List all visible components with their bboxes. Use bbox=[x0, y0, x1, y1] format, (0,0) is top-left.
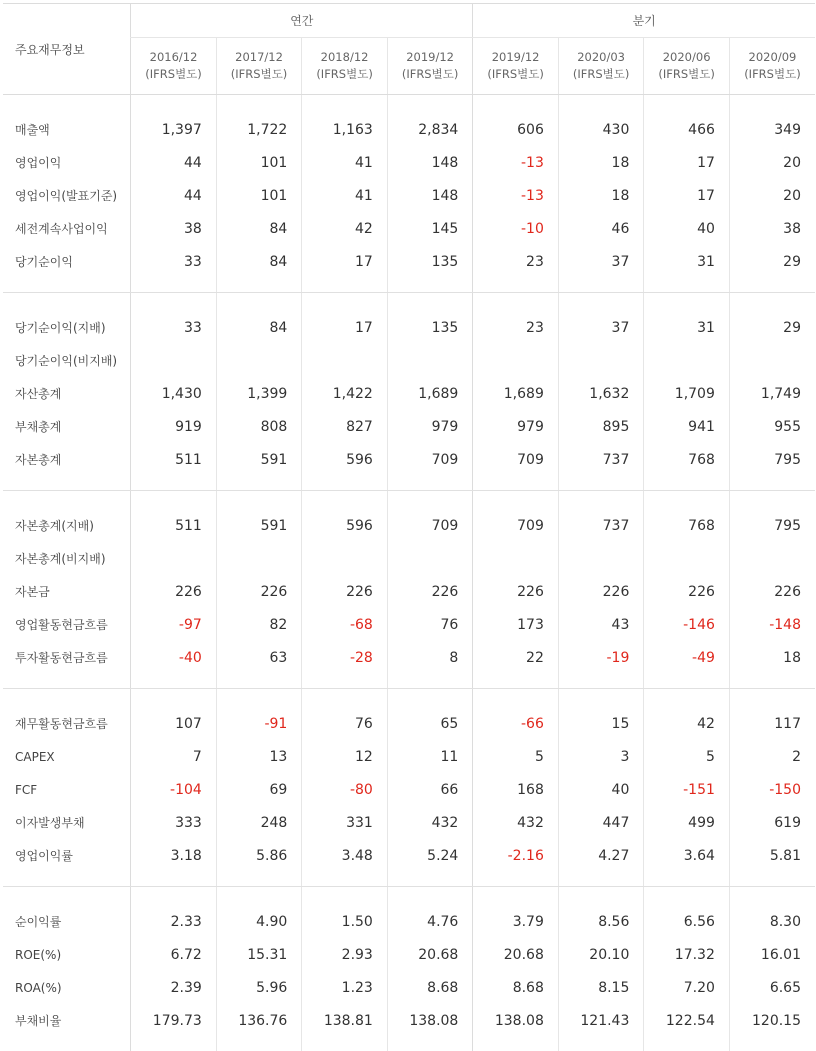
row-label: 이자발생부채 bbox=[3, 806, 131, 839]
value-cell: 20.68 bbox=[387, 938, 473, 971]
value-cell: 333 bbox=[131, 806, 217, 839]
value-cell: 101 bbox=[216, 179, 302, 212]
value-cell: 3.18 bbox=[131, 839, 217, 887]
value-cell: 17 bbox=[644, 179, 730, 212]
value-cell: 619 bbox=[729, 806, 815, 839]
value-cell: 5 bbox=[473, 740, 559, 773]
value-cell: 4.27 bbox=[558, 839, 644, 887]
value-cell: 499 bbox=[644, 806, 730, 839]
period-header bbox=[729, 38, 815, 95]
value-cell: 138.08 bbox=[473, 1004, 559, 1051]
value-cell: 768 bbox=[644, 491, 730, 543]
value-cell: 135 bbox=[387, 293, 473, 345]
value-cell: 1,749 bbox=[729, 377, 815, 410]
value-cell: 179.73 bbox=[131, 1004, 217, 1051]
value-cell bbox=[473, 344, 559, 377]
table-row bbox=[3, 542, 815, 575]
value-cell: 31 bbox=[644, 245, 730, 293]
value-cell: -97 bbox=[131, 608, 217, 641]
value-cell: 511 bbox=[131, 491, 217, 543]
value-cell: 8 bbox=[387, 641, 473, 689]
row-label: 투자활동현금흐름 bbox=[3, 641, 131, 689]
value-cell: 3.48 bbox=[302, 839, 388, 887]
value-cell: 8.56 bbox=[558, 887, 644, 939]
value-cell: 138.08 bbox=[387, 1004, 473, 1051]
value-cell: 709 bbox=[387, 443, 473, 491]
value-cell: 2,834 bbox=[387, 95, 473, 147]
value-cell: -80 bbox=[302, 773, 388, 806]
value-cell: 65 bbox=[387, 689, 473, 741]
period-header bbox=[216, 38, 302, 95]
table-row bbox=[3, 641, 815, 689]
value-cell bbox=[473, 542, 559, 575]
row-label: 순이익률 bbox=[3, 887, 131, 939]
value-cell: 709 bbox=[387, 491, 473, 543]
value-cell: 591 bbox=[216, 491, 302, 543]
value-cell: 5.81 bbox=[729, 839, 815, 887]
value-cell: 17 bbox=[302, 245, 388, 293]
value-cell: 919 bbox=[131, 410, 217, 443]
table-row bbox=[3, 689, 815, 741]
value-cell: 145 bbox=[387, 212, 473, 245]
row-label: 자본총계 bbox=[3, 443, 131, 491]
period-basis: (IFRS별도) bbox=[658, 67, 715, 81]
period-basis: (IFRS별도) bbox=[316, 67, 373, 81]
value-cell: 1,422 bbox=[302, 377, 388, 410]
value-cell: -146 bbox=[644, 608, 730, 641]
value-cell: 23 bbox=[473, 245, 559, 293]
value-cell: 6.65 bbox=[729, 971, 815, 1004]
value-cell: 795 bbox=[729, 443, 815, 491]
row-label: 세전계속사업이익 bbox=[3, 212, 131, 245]
value-cell: 22 bbox=[473, 641, 559, 689]
value-cell: 41 bbox=[302, 179, 388, 212]
value-cell: 1.23 bbox=[302, 971, 388, 1004]
value-cell: 941 bbox=[644, 410, 730, 443]
value-cell bbox=[558, 344, 644, 377]
value-cell: 2.93 bbox=[302, 938, 388, 971]
period-header bbox=[131, 38, 217, 95]
value-cell: 17.32 bbox=[644, 938, 730, 971]
row-label: 재무활동현금흐름 bbox=[3, 689, 131, 741]
value-cell: 226 bbox=[558, 575, 644, 608]
value-cell: 66 bbox=[387, 773, 473, 806]
value-cell bbox=[387, 344, 473, 377]
value-cell: 1,689 bbox=[387, 377, 473, 410]
period-basis: (IFRS별도) bbox=[231, 67, 288, 81]
value-cell: -19 bbox=[558, 641, 644, 689]
value-cell: 168 bbox=[473, 773, 559, 806]
value-cell: 226 bbox=[644, 575, 730, 608]
value-cell bbox=[729, 344, 815, 377]
value-cell: 432 bbox=[387, 806, 473, 839]
row-label: ROA(%) bbox=[3, 971, 131, 1004]
value-cell: 29 bbox=[729, 245, 815, 293]
value-cell: 17 bbox=[644, 146, 730, 179]
period-date: 2019/12 bbox=[492, 50, 540, 64]
value-cell: 44 bbox=[131, 179, 217, 212]
value-cell: 69 bbox=[216, 773, 302, 806]
value-cell: 1,722 bbox=[216, 95, 302, 147]
value-cell: 808 bbox=[216, 410, 302, 443]
value-cell: -150 bbox=[729, 773, 815, 806]
value-cell: 466 bbox=[644, 95, 730, 147]
value-cell bbox=[131, 344, 217, 377]
row-label: 당기순이익(지배) bbox=[3, 293, 131, 345]
period-basis: (IFRS별도) bbox=[145, 67, 202, 81]
value-cell: 3.79 bbox=[473, 887, 559, 939]
value-cell: 40 bbox=[644, 212, 730, 245]
value-cell: 29 bbox=[729, 293, 815, 345]
value-cell: 16.01 bbox=[729, 938, 815, 971]
value-cell: 3 bbox=[558, 740, 644, 773]
value-cell: 768 bbox=[644, 443, 730, 491]
value-cell: 895 bbox=[558, 410, 644, 443]
value-cell: 107 bbox=[131, 689, 217, 741]
value-cell: 40 bbox=[558, 773, 644, 806]
value-cell: 42 bbox=[644, 689, 730, 741]
value-cell: 18 bbox=[729, 641, 815, 689]
table-row bbox=[3, 839, 815, 887]
value-cell: 11 bbox=[387, 740, 473, 773]
value-cell: 76 bbox=[387, 608, 473, 641]
value-cell: 20.68 bbox=[473, 938, 559, 971]
value-cell: 709 bbox=[473, 491, 559, 543]
value-cell: 226 bbox=[729, 575, 815, 608]
value-cell: 8.68 bbox=[387, 971, 473, 1004]
value-cell: 737 bbox=[558, 443, 644, 491]
value-cell: 349 bbox=[729, 95, 815, 147]
value-cell: -68 bbox=[302, 608, 388, 641]
table-row bbox=[3, 491, 815, 543]
value-cell: 5.86 bbox=[216, 839, 302, 887]
value-cell: 979 bbox=[473, 410, 559, 443]
value-cell: 148 bbox=[387, 146, 473, 179]
row-label: 영업이익률 bbox=[3, 839, 131, 887]
value-cell: 606 bbox=[473, 95, 559, 147]
value-cell: 226 bbox=[302, 575, 388, 608]
period-header bbox=[302, 38, 388, 95]
table-row bbox=[3, 344, 815, 377]
value-cell: 2.33 bbox=[131, 887, 217, 939]
value-cell: 38 bbox=[131, 212, 217, 245]
value-cell: 5.96 bbox=[216, 971, 302, 1004]
value-cell: 1,709 bbox=[644, 377, 730, 410]
value-cell: 33 bbox=[131, 245, 217, 293]
value-cell: 2.39 bbox=[131, 971, 217, 1004]
period-date: 2020/09 bbox=[749, 50, 797, 64]
value-cell: -104 bbox=[131, 773, 217, 806]
value-cell: 122.54 bbox=[644, 1004, 730, 1051]
value-cell: 4.76 bbox=[387, 887, 473, 939]
period-basis: (IFRS별도) bbox=[744, 67, 801, 81]
value-cell bbox=[216, 344, 302, 377]
period-header bbox=[473, 38, 559, 95]
value-cell: 120.15 bbox=[729, 1004, 815, 1051]
value-cell: 84 bbox=[216, 245, 302, 293]
value-cell: 511 bbox=[131, 443, 217, 491]
value-cell: 596 bbox=[302, 491, 388, 543]
row-label: 자산총계 bbox=[3, 377, 131, 410]
value-cell: 17 bbox=[302, 293, 388, 345]
period-header bbox=[558, 38, 644, 95]
value-cell: 31 bbox=[644, 293, 730, 345]
value-cell bbox=[302, 542, 388, 575]
value-cell: 3.64 bbox=[644, 839, 730, 887]
value-cell: 63 bbox=[216, 641, 302, 689]
period-header bbox=[387, 38, 473, 95]
value-cell: 38 bbox=[729, 212, 815, 245]
row-label: 자본금 bbox=[3, 575, 131, 608]
table-row bbox=[3, 608, 815, 641]
value-cell: 709 bbox=[473, 443, 559, 491]
value-cell: 20 bbox=[729, 179, 815, 212]
value-cell: 173 bbox=[473, 608, 559, 641]
value-cell: 117 bbox=[729, 689, 815, 741]
financial-summary-table bbox=[3, 3, 815, 1051]
row-label: 당기순이익 bbox=[3, 245, 131, 293]
value-cell: 37 bbox=[558, 293, 644, 345]
period-date: 2017/12 bbox=[235, 50, 283, 64]
value-cell: 84 bbox=[216, 293, 302, 345]
table-row bbox=[3, 410, 815, 443]
value-cell: 1,632 bbox=[558, 377, 644, 410]
table-row bbox=[3, 971, 815, 1004]
row-label: 부채비율 bbox=[3, 1004, 131, 1051]
value-cell: 226 bbox=[473, 575, 559, 608]
value-cell bbox=[729, 542, 815, 575]
value-cell: 432 bbox=[473, 806, 559, 839]
row-label: FCF bbox=[3, 773, 131, 806]
value-cell: 15 bbox=[558, 689, 644, 741]
value-cell: 447 bbox=[558, 806, 644, 839]
table-row bbox=[3, 887, 815, 939]
value-cell: 8.15 bbox=[558, 971, 644, 1004]
period-basis: (IFRS별도) bbox=[487, 67, 544, 81]
value-cell: -10 bbox=[473, 212, 559, 245]
period-date: 2020/06 bbox=[663, 50, 711, 64]
table-row bbox=[3, 938, 815, 971]
value-cell: 43 bbox=[558, 608, 644, 641]
value-cell: 42 bbox=[302, 212, 388, 245]
table-row bbox=[3, 212, 815, 245]
value-cell: 7.20 bbox=[644, 971, 730, 1004]
period-date: 2020/03 bbox=[577, 50, 625, 64]
value-cell: -13 bbox=[473, 179, 559, 212]
group-annual-header: 연간 bbox=[131, 4, 473, 38]
period-basis: (IFRS별도) bbox=[402, 67, 459, 81]
row-label: 영업이익 bbox=[3, 146, 131, 179]
value-cell: 1,397 bbox=[131, 95, 217, 147]
value-cell: 33 bbox=[131, 293, 217, 345]
table-row bbox=[3, 179, 815, 212]
value-cell: -91 bbox=[216, 689, 302, 741]
table-row bbox=[3, 293, 815, 345]
value-cell bbox=[216, 542, 302, 575]
row-label: 부채총계 bbox=[3, 410, 131, 443]
value-cell: 41 bbox=[302, 146, 388, 179]
value-cell: 8.68 bbox=[473, 971, 559, 1004]
table-row bbox=[3, 443, 815, 491]
value-cell: 1.50 bbox=[302, 887, 388, 939]
value-cell: -40 bbox=[131, 641, 217, 689]
period-date: 2018/12 bbox=[321, 50, 369, 64]
value-cell: 148 bbox=[387, 179, 473, 212]
value-cell bbox=[302, 344, 388, 377]
value-cell: 37 bbox=[558, 245, 644, 293]
value-cell: 1,399 bbox=[216, 377, 302, 410]
table-body bbox=[3, 95, 815, 1051]
value-cell: 955 bbox=[729, 410, 815, 443]
table-row bbox=[3, 95, 815, 147]
group-quarterly-header: 분기 bbox=[473, 4, 815, 38]
value-cell: 737 bbox=[558, 491, 644, 543]
value-cell: 84 bbox=[216, 212, 302, 245]
value-cell: 12 bbox=[302, 740, 388, 773]
value-cell: 23 bbox=[473, 293, 559, 345]
value-cell: -2.16 bbox=[473, 839, 559, 887]
value-cell: 82 bbox=[216, 608, 302, 641]
row-label: CAPEX bbox=[3, 740, 131, 773]
value-cell: 827 bbox=[302, 410, 388, 443]
table-row bbox=[3, 377, 815, 410]
row-label: 당기순이익(비지배) bbox=[3, 344, 131, 377]
value-cell: 1,163 bbox=[302, 95, 388, 147]
period-date: 2016/12 bbox=[150, 50, 198, 64]
value-cell: 6.56 bbox=[644, 887, 730, 939]
value-cell: 46 bbox=[558, 212, 644, 245]
value-cell: 136.76 bbox=[216, 1004, 302, 1051]
table-row bbox=[3, 773, 815, 806]
value-cell: -66 bbox=[473, 689, 559, 741]
table-row bbox=[3, 740, 815, 773]
value-cell: 76 bbox=[302, 689, 388, 741]
value-cell bbox=[387, 542, 473, 575]
table-row bbox=[3, 245, 815, 293]
value-cell: -151 bbox=[644, 773, 730, 806]
period-date: 2019/12 bbox=[406, 50, 454, 64]
value-cell: 979 bbox=[387, 410, 473, 443]
value-cell bbox=[644, 344, 730, 377]
value-cell: 248 bbox=[216, 806, 302, 839]
table-row bbox=[3, 575, 815, 608]
period-header bbox=[644, 38, 730, 95]
value-cell: -28 bbox=[302, 641, 388, 689]
value-cell: 5 bbox=[644, 740, 730, 773]
value-cell: 1,689 bbox=[473, 377, 559, 410]
value-cell: 6.72 bbox=[131, 938, 217, 971]
value-cell: 226 bbox=[387, 575, 473, 608]
row-label: 영업활동현금흐름 bbox=[3, 608, 131, 641]
value-cell: 226 bbox=[131, 575, 217, 608]
value-cell: 121.43 bbox=[558, 1004, 644, 1051]
value-cell: 1,430 bbox=[131, 377, 217, 410]
value-cell: 596 bbox=[302, 443, 388, 491]
value-cell: -49 bbox=[644, 641, 730, 689]
header-group-row bbox=[3, 4, 815, 38]
value-cell: 101 bbox=[216, 146, 302, 179]
value-cell: 15.31 bbox=[216, 938, 302, 971]
period-basis: (IFRS별도) bbox=[573, 67, 630, 81]
value-cell: -13 bbox=[473, 146, 559, 179]
value-cell: 2 bbox=[729, 740, 815, 773]
row-label: ROE(%) bbox=[3, 938, 131, 971]
value-cell: 18 bbox=[558, 179, 644, 212]
value-cell bbox=[644, 542, 730, 575]
row-label: 자본총계(비지배) bbox=[3, 542, 131, 575]
value-cell: 13 bbox=[216, 740, 302, 773]
table-row bbox=[3, 1004, 815, 1051]
corner-label: 주요재무정보 bbox=[3, 4, 131, 95]
value-cell: 20 bbox=[729, 146, 815, 179]
value-cell: 331 bbox=[302, 806, 388, 839]
value-cell: 138.81 bbox=[302, 1004, 388, 1051]
row-label: 자본총계(지배) bbox=[3, 491, 131, 543]
value-cell: 7 bbox=[131, 740, 217, 773]
table-row bbox=[3, 146, 815, 179]
table-row bbox=[3, 806, 815, 839]
value-cell: 591 bbox=[216, 443, 302, 491]
value-cell: 135 bbox=[387, 245, 473, 293]
value-cell: 795 bbox=[729, 491, 815, 543]
value-cell: 44 bbox=[131, 146, 217, 179]
value-cell: 226 bbox=[216, 575, 302, 608]
value-cell bbox=[558, 542, 644, 575]
value-cell bbox=[131, 542, 217, 575]
value-cell: 20.10 bbox=[558, 938, 644, 971]
value-cell: 5.24 bbox=[387, 839, 473, 887]
row-label: 영업이익(발표기준) bbox=[3, 179, 131, 212]
row-label: 매출액 bbox=[3, 95, 131, 147]
value-cell: 4.90 bbox=[216, 887, 302, 939]
value-cell: 430 bbox=[558, 95, 644, 147]
value-cell: 18 bbox=[558, 146, 644, 179]
value-cell: 8.30 bbox=[729, 887, 815, 939]
value-cell: -148 bbox=[729, 608, 815, 641]
